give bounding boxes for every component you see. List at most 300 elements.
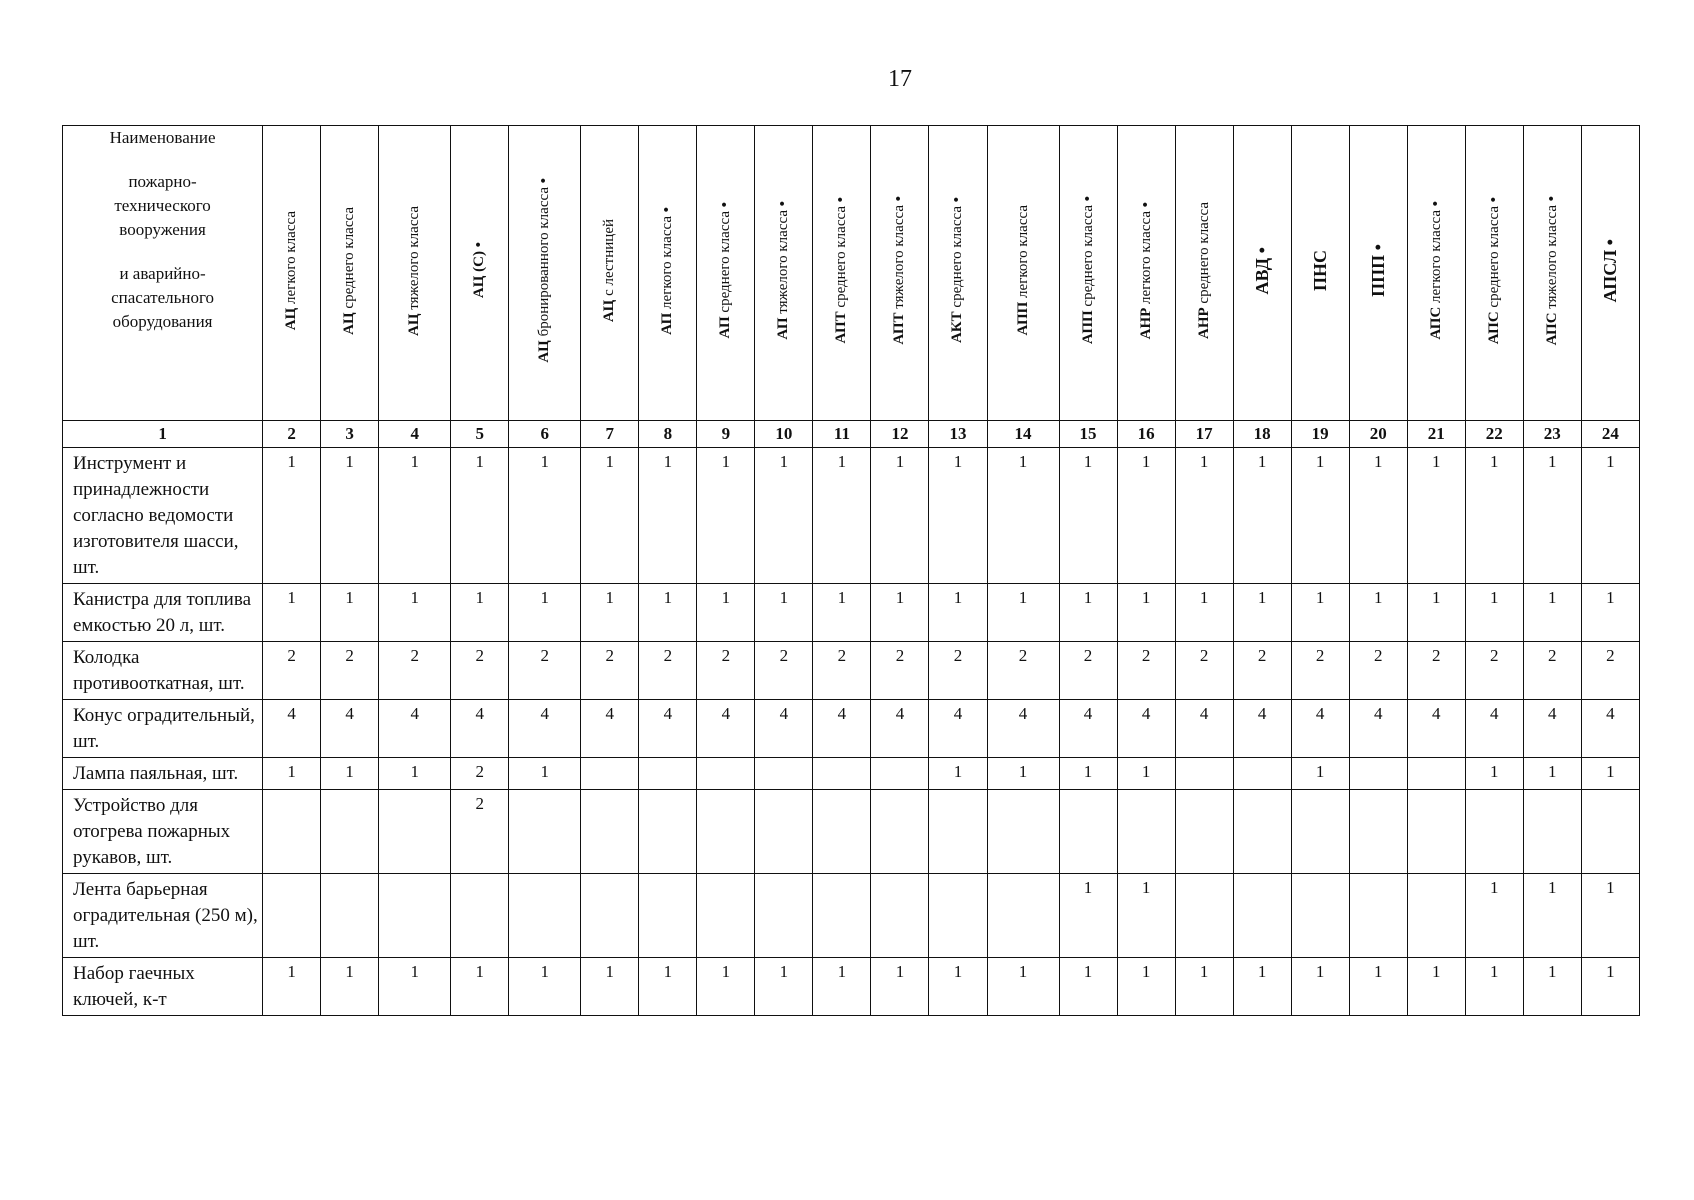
vehicle-class: с лестницей (601, 218, 618, 300)
quantity-cell (1349, 758, 1407, 790)
quantity-cell: 4 (755, 700, 813, 758)
column-number: 13 (929, 421, 987, 448)
quantity-cell: 1 (1291, 758, 1349, 790)
vehicle-abbr: АПС (1427, 306, 1444, 340)
column-number: 5 (451, 421, 509, 448)
quantity-cell (379, 790, 451, 874)
vehicle-column-label (717, 202, 734, 338)
quantity-cell: 1 (929, 448, 987, 584)
quantity-cell: 1 (1059, 958, 1117, 1016)
quantity-cell: 1 (1291, 584, 1349, 642)
vehicle-column-header (451, 126, 509, 421)
vehicle-class: среднего класса (1485, 202, 1502, 312)
quantity-cell: 4 (639, 700, 697, 758)
vehicle-abbr: АПП (1014, 301, 1031, 336)
quantity-cell: 1 (581, 448, 639, 584)
quantity-cell: 4 (1291, 700, 1349, 758)
quantity-cell: 4 (987, 700, 1059, 758)
vehicle-column-label (406, 206, 423, 336)
vehicle-column-label (1015, 205, 1032, 335)
header-name-line: спасательного (111, 288, 215, 307)
quantity-cell: 4 (1175, 700, 1233, 758)
column-number: 12 (871, 421, 929, 448)
quantity-cell: 1 (1233, 584, 1291, 642)
vehicle-column-header (929, 126, 987, 421)
vehicle-class: легкого класса (283, 210, 300, 308)
quantity-cell (697, 874, 755, 958)
quantity-cell: 1 (1291, 448, 1349, 584)
vehicle-column-label (891, 196, 908, 345)
bullet-mark: • (471, 242, 488, 248)
quantity-cell: 2 (1349, 642, 1407, 700)
quantity-cell: 4 (451, 700, 509, 758)
quantity-cell: 1 (1581, 758, 1639, 790)
quantity-cell: 1 (263, 758, 321, 790)
quantity-cell: 1 (987, 584, 1059, 642)
bullet-mark: • (1251, 246, 1272, 254)
vehicle-column-header (1059, 126, 1117, 421)
quantity-cell (379, 874, 451, 958)
quantity-cell: 4 (929, 700, 987, 758)
bullet-mark: • (775, 201, 792, 207)
quantity-cell (1175, 874, 1233, 958)
header-name-line: Наименование (109, 128, 216, 147)
column-number: 24 (1581, 421, 1639, 448)
vehicle-abbr: АПП (1079, 310, 1096, 345)
quantity-cell: 2 (813, 642, 871, 700)
quantity-cell: 1 (929, 584, 987, 642)
quantity-cell: 1 (1465, 958, 1523, 1016)
vehicle-column-header (755, 126, 813, 421)
quantity-cell: 1 (697, 958, 755, 1016)
quantity-cell (813, 874, 871, 958)
quantity-cell: 4 (263, 700, 321, 758)
column-number: 20 (1349, 421, 1407, 448)
quantity-cell: 1 (755, 958, 813, 1016)
quantity-cell: 2 (1233, 642, 1291, 700)
quantity-cell: 1 (697, 584, 755, 642)
quantity-cell (1407, 758, 1465, 790)
quantity-cell (813, 758, 871, 790)
vehicle-class: среднего класса (1195, 202, 1212, 308)
vehicle-abbr: АПС (1485, 311, 1502, 345)
column-number: 18 (1233, 421, 1291, 448)
quantity-cell: 1 (321, 758, 379, 790)
quantity-cell (581, 790, 639, 874)
quantity-cell (321, 790, 379, 874)
bullet-mark: • (949, 197, 966, 203)
quantity-cell: 1 (1523, 758, 1581, 790)
quantity-cell: 1 (1465, 758, 1523, 790)
quantity-cell (639, 874, 697, 958)
quantity-cell (1175, 758, 1233, 790)
quantity-cell: 2 (451, 642, 509, 700)
vehicle-column-header (263, 126, 321, 421)
quantity-cell: 2 (451, 790, 509, 874)
quantity-cell: 1 (451, 958, 509, 1016)
quantity-cell: 1 (1407, 584, 1465, 642)
vehicle-column-header (1175, 126, 1233, 421)
vehicle-column-header (987, 126, 1059, 421)
quantity-cell: 1 (755, 448, 813, 584)
quantity-cell: 1 (581, 958, 639, 1016)
column-number: 23 (1523, 421, 1581, 448)
vehicle-column-header (509, 126, 581, 421)
quantity-cell (321, 874, 379, 958)
column-number: 22 (1465, 421, 1523, 448)
quantity-cell: 1 (509, 584, 581, 642)
quantity-cell: 1 (1465, 874, 1523, 958)
quantity-cell: 1 (1175, 448, 1233, 584)
vehicle-abbr: АКТ (949, 311, 966, 344)
bullet-mark: • (536, 178, 553, 184)
quantity-cell: 1 (321, 958, 379, 1016)
quantity-cell: 1 (987, 958, 1059, 1016)
quantity-cell: 4 (1581, 700, 1639, 758)
table-row (63, 958, 1640, 1016)
vehicle-column-label (1428, 201, 1445, 340)
vehicle-column-label (775, 201, 792, 340)
vehicle-column-label (283, 211, 300, 330)
quantity-cell: 1 (1523, 584, 1581, 642)
quantity-cell: 1 (379, 448, 451, 584)
quantity-cell: 1 (639, 958, 697, 1016)
quantity-cell: 1 (1117, 448, 1175, 584)
quantity-cell: 1 (581, 584, 639, 642)
quantity-cell: 1 (1407, 958, 1465, 1016)
vehicle-class: среднего класса (341, 206, 358, 312)
quantity-cell: 1 (263, 958, 321, 1016)
quantity-cell (1233, 874, 1291, 958)
quantity-cell: 2 (1059, 642, 1117, 700)
column-number: 19 (1291, 421, 1349, 448)
vehicle-class: среднего класса (1079, 201, 1096, 311)
vehicle-class: тяжелого класса (891, 201, 908, 313)
vehicle-abbr: ППП (1367, 250, 1388, 297)
quantity-cell: 2 (697, 642, 755, 700)
quantity-cell: 1 (379, 584, 451, 642)
vehicle-abbr: АЦ (601, 299, 618, 323)
vehicle-abbr: АЦ (341, 311, 358, 335)
vehicle-abbr: АЦ (С) (471, 251, 488, 299)
quantity-cell: 1 (451, 584, 509, 642)
bullet-mark: • (891, 196, 908, 202)
quantity-cell: 1 (321, 448, 379, 584)
vehicle-column-header (321, 126, 379, 421)
column-number: 6 (509, 421, 581, 448)
name-column-header (63, 126, 263, 421)
table-row (63, 874, 1640, 958)
equipment-name: Канистра для топлива емкостью 20 л, шт. (63, 584, 263, 642)
vehicle-column-label (659, 207, 676, 335)
quantity-cell (1407, 874, 1465, 958)
vehicle-column-header (1581, 126, 1639, 421)
vehicle-abbr: АНР (1137, 307, 1154, 340)
quantity-cell: 2 (451, 758, 509, 790)
vehicle-abbr: АПС (1543, 312, 1560, 346)
quantity-cell: 1 (1581, 584, 1639, 642)
quantity-cell: 1 (1581, 448, 1639, 584)
quantity-cell: 2 (639, 642, 697, 700)
header-name-line: технического (114, 196, 211, 215)
vehicle-column-header (1465, 126, 1523, 421)
vehicle-abbr: АНР (1195, 307, 1212, 339)
header-name-line: вооружения (119, 220, 206, 239)
quantity-cell: 4 (1523, 700, 1581, 758)
quantity-cell (1117, 790, 1175, 874)
quantity-cell: 1 (987, 448, 1059, 584)
quantity-cell: 1 (1581, 874, 1639, 958)
quantity-cell: 4 (1233, 700, 1291, 758)
quantity-cell: 4 (1407, 700, 1465, 758)
equipment-name: Набор гаечных ключей, к-т (63, 958, 263, 1016)
quantity-cell: 1 (263, 448, 321, 584)
vehicle-column-header (1523, 126, 1581, 421)
vehicle-abbr: АЦ (536, 340, 553, 363)
vehicle-class: легкого класса (1014, 205, 1031, 302)
column-number: 14 (987, 421, 1059, 448)
table-row (63, 448, 1640, 584)
quantity-cell: 2 (871, 642, 929, 700)
bullet-mark: • (1543, 195, 1560, 202)
quantity-cell (639, 790, 697, 874)
quantity-cell: 1 (1465, 584, 1523, 642)
column-number: 15 (1059, 421, 1117, 448)
vehicle-abbr: АП (717, 316, 734, 339)
equipment-name: Лента барьерная оградительная (250 м), шт. (63, 874, 263, 958)
quantity-cell: 1 (813, 584, 871, 642)
quantity-cell: 2 (1523, 642, 1581, 700)
vehicle-class: легкого класса (1427, 206, 1444, 307)
quantity-cell (509, 874, 581, 958)
bullet-mark: • (1137, 201, 1154, 208)
quantity-cell (1175, 790, 1233, 874)
quantity-cell: 1 (1059, 874, 1117, 958)
vehicle-abbr: АВД (1251, 253, 1272, 295)
vehicle-column-header (1233, 126, 1291, 421)
quantity-cell: 1 (379, 758, 451, 790)
quantity-cell: 1 (1349, 448, 1407, 584)
quantity-cell: 1 (1117, 584, 1175, 642)
bullet-mark: • (717, 202, 734, 208)
quantity-cell (1581, 790, 1639, 874)
table-row (63, 700, 1640, 758)
vehicle-class: среднего класса (833, 202, 850, 312)
vehicle-abbr: АЦ (406, 312, 423, 336)
quantity-cell: 1 (1523, 874, 1581, 958)
quantity-cell: 1 (1233, 448, 1291, 584)
quantity-cell: 1 (509, 958, 581, 1016)
vehicle-column-label (1252, 247, 1273, 295)
vehicle-column-header (1117, 126, 1175, 421)
quantity-cell: 4 (813, 700, 871, 758)
vehicle-class: среднего класса (949, 202, 966, 312)
quantity-cell: 1 (1117, 874, 1175, 958)
bullet-mark: • (833, 197, 850, 203)
quantity-cell: 2 (1581, 642, 1639, 700)
table-body (63, 448, 1640, 1016)
vehicle-column-label (1138, 202, 1155, 339)
vehicle-column-header (813, 126, 871, 421)
quantity-cell: 2 (509, 642, 581, 700)
vehicle-column-label (949, 197, 966, 343)
quantity-cell: 1 (871, 958, 929, 1016)
bullet-mark: • (1079, 196, 1096, 202)
quantity-cell (1059, 790, 1117, 874)
column-number-row (63, 421, 1640, 448)
quantity-cell (697, 758, 755, 790)
vehicle-abbr: АП (775, 317, 792, 340)
quantity-cell: 4 (697, 700, 755, 758)
quantity-cell (1407, 790, 1465, 874)
quantity-cell: 1 (639, 584, 697, 642)
quantity-cell: 1 (987, 758, 1059, 790)
column-number: 16 (1117, 421, 1175, 448)
vehicle-column-header (1407, 126, 1465, 421)
vehicle-column-header (871, 126, 929, 421)
vehicle-column-label (1080, 196, 1097, 344)
quantity-cell (451, 874, 509, 958)
quantity-cell: 2 (755, 642, 813, 700)
quantity-cell: 2 (263, 642, 321, 700)
table-row (63, 584, 1640, 642)
quantity-cell: 1 (929, 958, 987, 1016)
vehicle-class: легкого класса (659, 211, 676, 313)
quantity-cell (581, 758, 639, 790)
quantity-cell: 4 (1117, 700, 1175, 758)
quantity-cell (929, 790, 987, 874)
vehicle-column-label (1544, 196, 1561, 345)
vehicle-column-header (697, 126, 755, 421)
vehicle-column-label (1310, 250, 1331, 291)
header-spacer (63, 242, 262, 262)
column-number: 2 (263, 421, 321, 448)
column-number: 1 (63, 421, 263, 448)
quantity-cell: 1 (1175, 958, 1233, 1016)
table-row (63, 642, 1640, 700)
quantity-cell (509, 790, 581, 874)
page-number: 17 (888, 66, 912, 92)
quantity-cell: 2 (1465, 642, 1523, 700)
vehicle-class: тяжелого класса (406, 205, 423, 313)
quantity-cell: 2 (321, 642, 379, 700)
quantity-cell: 1 (1059, 758, 1117, 790)
quantity-cell (1291, 790, 1349, 874)
equipment-name: Лампа паяльная, шт. (63, 758, 263, 790)
quantity-cell (581, 874, 639, 958)
quantity-cell: 2 (581, 642, 639, 700)
quantity-cell (755, 874, 813, 958)
quantity-cell: 1 (929, 758, 987, 790)
quantity-cell: 1 (871, 584, 929, 642)
vehicle-column-label (601, 219, 618, 322)
bullet-mark: • (1599, 238, 1620, 246)
quantity-cell: 1 (1407, 448, 1465, 584)
quantity-cell: 1 (321, 584, 379, 642)
quantity-cell: 1 (1233, 958, 1291, 1016)
vehicle-column-label (833, 197, 850, 343)
vehicle-column-header (639, 126, 697, 421)
header-name-line: и аварийно- (119, 264, 206, 283)
equipment-name: Инструмент и принадлежности согласно ведомости изготовителя шасси, шт. (63, 448, 263, 584)
quantity-cell: 2 (987, 642, 1059, 700)
vehicle-abbr: АП (659, 312, 676, 335)
quantity-cell: 4 (581, 700, 639, 758)
vehicle-column-header (1291, 126, 1349, 421)
header-name-line: оборудования (112, 312, 213, 331)
quantity-cell (755, 758, 813, 790)
quantity-cell: 1 (1349, 584, 1407, 642)
quantity-cell: 1 (813, 448, 871, 584)
column-number: 21 (1407, 421, 1465, 448)
quantity-cell: 4 (1349, 700, 1407, 758)
quantity-cell: 1 (1117, 958, 1175, 1016)
quantity-cell (987, 874, 1059, 958)
quantity-cell: 2 (1117, 642, 1175, 700)
vehicle-column-label (1368, 244, 1389, 297)
quantity-cell: 1 (697, 448, 755, 584)
quantity-cell: 1 (1523, 958, 1581, 1016)
table-row (63, 790, 1640, 874)
quantity-cell: 4 (321, 700, 379, 758)
vehicle-abbr: АПСЛ (1599, 245, 1620, 303)
quantity-cell (929, 874, 987, 958)
quantity-cell (1523, 790, 1581, 874)
quantity-cell: 1 (263, 584, 321, 642)
vehicle-column-label (341, 207, 358, 335)
quantity-cell (1349, 790, 1407, 874)
vehicle-class: легкого класса (1137, 207, 1154, 308)
quantity-cell: 1 (379, 958, 451, 1016)
quantity-cell: 1 (755, 584, 813, 642)
quantity-cell: 1 (1291, 958, 1349, 1016)
vehicle-column-label (536, 178, 553, 363)
quantity-cell (697, 790, 755, 874)
column-number: 8 (639, 421, 697, 448)
quantity-cell: 4 (1465, 700, 1523, 758)
bullet-mark: • (1367, 244, 1388, 251)
quantity-cell: 1 (1175, 584, 1233, 642)
quantity-cell: 1 (1059, 448, 1117, 584)
vehicle-abbr: АЦ (283, 307, 300, 331)
quantity-cell (1465, 790, 1523, 874)
quantity-cell (639, 758, 697, 790)
vehicle-column-label (1486, 197, 1503, 344)
quantity-cell (1291, 874, 1349, 958)
vehicle-abbr: АПТ (891, 312, 908, 345)
header-name-line: пожарно- (128, 172, 197, 191)
quantity-cell: 1 (451, 448, 509, 584)
quantity-cell: 1 (639, 448, 697, 584)
quantity-cell: 1 (1523, 448, 1581, 584)
column-number: 3 (321, 421, 379, 448)
bullet-mark: • (1485, 196, 1502, 203)
quantity-cell (871, 758, 929, 790)
column-number: 7 (581, 421, 639, 448)
equipment-name: Устройство для отогрева пожарных рукавов, шт. (63, 790, 263, 874)
quantity-cell (871, 790, 929, 874)
quantity-cell: 2 (1175, 642, 1233, 700)
quantity-cell (263, 790, 321, 874)
column-number: 9 (697, 421, 755, 448)
vehicle-column-header (581, 126, 639, 421)
quantity-cell (1233, 758, 1291, 790)
vehicle-class: тяжелого класса (1543, 201, 1560, 313)
quantity-cell: 1 (871, 448, 929, 584)
bullet-mark: • (659, 206, 676, 212)
column-number: 4 (379, 421, 451, 448)
vehicle-abbr: АПТ (833, 311, 850, 344)
